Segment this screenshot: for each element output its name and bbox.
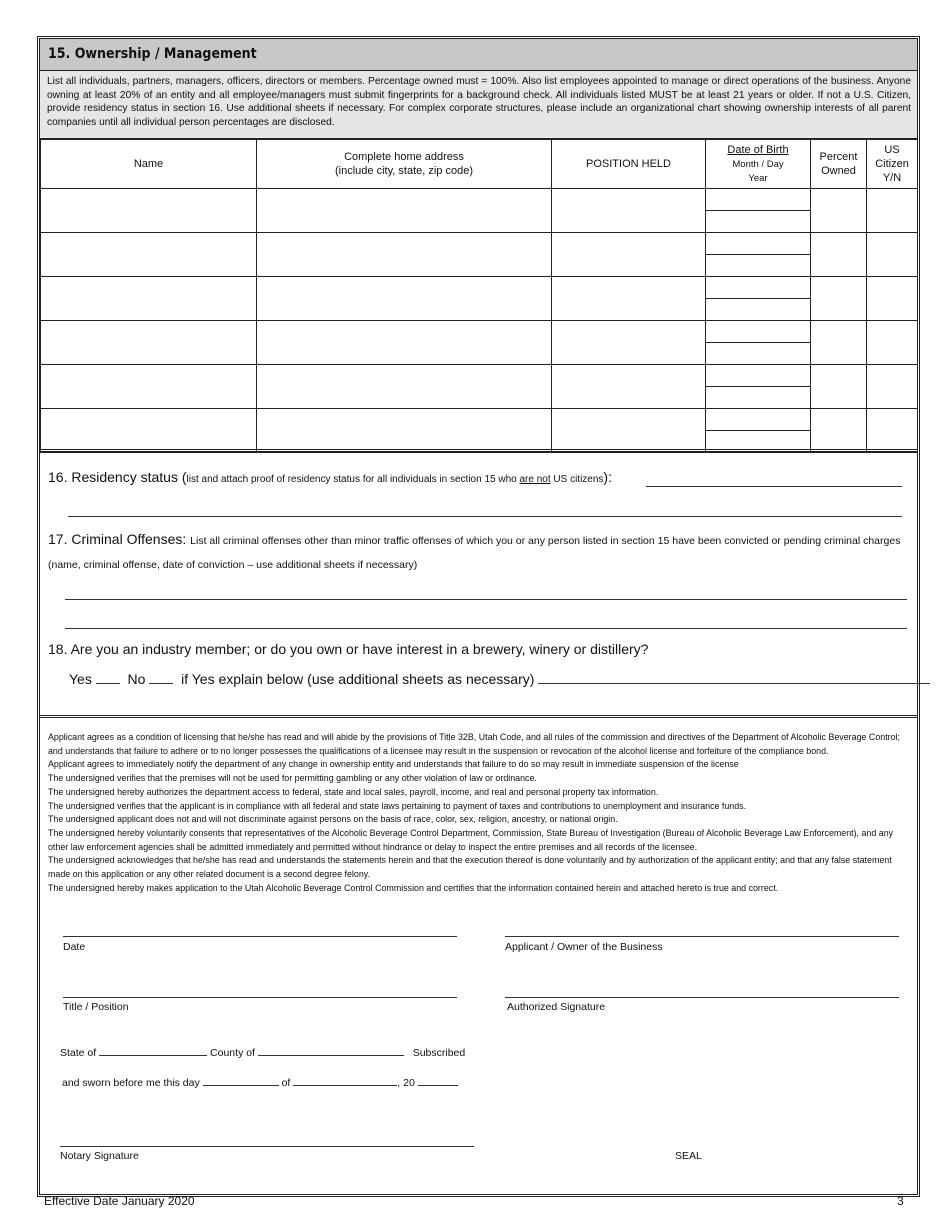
position-input[interactable] <box>552 189 706 233</box>
dob-input[interactable] <box>706 233 811 277</box>
criminal-offenses-input-line-1[interactable] <box>65 599 907 600</box>
day-input[interactable] <box>203 1084 279 1086</box>
ownership-table-header <box>41 140 918 189</box>
agreement-paragraph: The undersigned hereby authorizes the department access to federal, state and local sales, payroll, income, and real and personal property tax information. <box>48 786 659 797</box>
address-input[interactable] <box>257 233 552 277</box>
effective-date: Effective Date January 2020 <box>44 1194 195 1208</box>
agreement-paragraph: The undersigned verifies that the applicant is in compliance with all federal and state laws pertaining to payment of taxes and contributions to unemployment and insurance funds. <box>48 800 747 811</box>
citizen-input[interactable] <box>867 365 918 409</box>
state-input[interactable] <box>99 1054 207 1056</box>
agreement-paragraph: The undersigned acknowledges that he/she has read and understands the statements herein and that the execution thereof is done voluntarily and by authorization of the applicant entity; and that any false statement made on this application or any other related document is a second degree felony. <box>48 855 892 880</box>
agreement-paragraph: The undersigned hereby voluntarily consents that representatives of the Alcoholic Beverage Control Department, Commission, State Bureau of Investigation (Bureau of Alcoholic Beverage Law Enforcement), and any other law enforcement agencies shall be admitted immediately and permitted without hindrance or delay to inspect the entire premises and all records of the licensee. <box>48 827 894 852</box>
yes-answer-input[interactable] <box>96 682 120 684</box>
seal-label: SEAL <box>675 1150 702 1162</box>
section-17-text: 17. Criminal Offenses: List all criminal offenses other than minor traffic offenses of which you or any person listed in section 15 have been convicted or pending criminal charges <box>48 531 901 547</box>
dob-input[interactable] <box>706 321 811 365</box>
no-answer-input[interactable] <box>149 682 173 684</box>
dob-input[interactable] <box>706 409 811 453</box>
date-label: Date <box>63 941 86 953</box>
notary-sworn-line: and sworn before me this day of , 20 <box>62 1077 458 1089</box>
section-16-text: 16. Residency status (list and attach proof of residency status for all individuals in section 15 who are not US citizens): <box>48 469 612 485</box>
table-row <box>41 189 918 233</box>
section-15-instructions: List all individuals, partners, managers, officers, directors or members. Percentage owned must = 100%. Also list employees appointed to manage or direct operations of the business. Anyone owning at least 20% of an entity and all employee/managers must submit fingerprints for a background check. All individuals listed MUST be at least 21 years or older. If not a U.S. Citizen, provide residency status in section 16. Use additional sheets if necessary. For complex corporate structures, please include an organizational chart showing ownership interests of all parent companies until all individual person percentages are disclosed. <box>40 71 917 139</box>
notary-signature-label: Notary Signature <box>60 1150 139 1162</box>
position-input[interactable] <box>552 233 706 277</box>
criminal-offenses-input-line-2[interactable] <box>65 628 907 629</box>
citizen-input[interactable] <box>867 409 918 453</box>
dob-input[interactable] <box>706 189 811 233</box>
name-input[interactable] <box>41 189 257 233</box>
month-input[interactable] <box>293 1084 397 1086</box>
name-input[interactable] <box>41 277 257 321</box>
citizen-input[interactable] <box>867 321 918 365</box>
percent-input[interactable] <box>811 277 867 321</box>
col-dob: Date of Birth Month / Day Year <box>706 140 811 189</box>
notary-signature-input[interactable] <box>60 1146 474 1147</box>
residency-status-input[interactable] <box>646 486 902 487</box>
table-row <box>41 409 918 453</box>
col-name: Name <box>41 140 257 189</box>
title-position-label: Title / Position <box>63 1001 129 1013</box>
section-18-question: 18. Are you an industry member; or do you own or have interest in a brewery, winery or distillery? <box>48 641 649 657</box>
citizen-input[interactable] <box>867 277 918 321</box>
table-row <box>41 365 918 409</box>
ownership-table <box>40 139 918 453</box>
col-address: Complete home address (include city, state, zip code) <box>257 140 552 189</box>
title-position-input[interactable] <box>63 997 457 998</box>
section-15-title: 15. Ownership / Management <box>48 46 257 62</box>
date-input[interactable] <box>63 936 457 937</box>
agreement-statements <box>48 731 912 895</box>
section-17-subtext: (name, criminal offense, date of conviction – use additional sheets if necessary) <box>48 559 418 571</box>
citizen-input[interactable] <box>867 189 918 233</box>
section-divider <box>40 715 917 718</box>
name-input[interactable] <box>41 321 257 365</box>
applicant-signature-input[interactable] <box>505 936 899 937</box>
section-18-answer: Yes No if Yes explain below (use additional sheets as necessary) <box>69 671 930 687</box>
authorized-signature-input[interactable] <box>505 997 899 998</box>
citizen-input[interactable] <box>867 233 918 277</box>
address-input[interactable] <box>257 277 552 321</box>
section-divider <box>40 449 917 452</box>
section-15-header <box>40 39 917 71</box>
col-percent: Percent Owned <box>811 140 867 189</box>
position-input[interactable] <box>552 409 706 453</box>
notary-state-county-line: State of County of Subscribed <box>60 1047 466 1059</box>
address-input[interactable] <box>257 409 552 453</box>
agreement-paragraph: The undersigned applicant does not and will not discriminate against persons on the basis of race, color, sex, religion, ancestry, or national origin. <box>48 814 618 825</box>
county-input[interactable] <box>258 1054 404 1056</box>
name-input[interactable] <box>41 233 257 277</box>
agreement-paragraph: Applicant agrees as a condition of licensing that he/she has read and will abide by the provisions of Title 32B, Utah Code, and all rules of the commission and directives of the Department of Alcoholic Beverage Control; and understands that failure to adhere or to no longer possesses the qualifications of a licensee may result in the suspension or revocation of the alcohol license and forfeiture of the compliance bond. <box>48 732 900 756</box>
form-page <box>37 36 920 1197</box>
agreement-paragraph: The undersigned hereby makes application to the Utah Alcoholic Beverage Control Commission and certifies that the information contained herein and attached hereto is true and correct. <box>48 882 779 893</box>
residency-status-input-line-2[interactable] <box>68 516 902 517</box>
position-input[interactable] <box>552 321 706 365</box>
table-row <box>41 321 918 365</box>
percent-input[interactable] <box>811 365 867 409</box>
name-input[interactable] <box>41 409 257 453</box>
agreement-paragraph: Applicant agrees to immediately notify the department of any change in ownership entity and understands that failure to do so may result in immediate suspension of the license <box>48 759 739 770</box>
agreement-paragraph: The undersigned verifies that the premises will not be used for permitting gambling or any other violation of law or ordinance. <box>48 773 537 784</box>
percent-input[interactable] <box>811 409 867 453</box>
table-row <box>41 277 918 321</box>
dob-input[interactable] <box>706 365 811 409</box>
percent-input[interactable] <box>811 321 867 365</box>
col-citizen: US Citizen Y/N <box>867 140 918 189</box>
address-input[interactable] <box>257 365 552 409</box>
name-input[interactable] <box>41 365 257 409</box>
position-input[interactable] <box>552 277 706 321</box>
table-row <box>41 233 918 277</box>
applicant-label: Applicant / Owner of the Business <box>505 941 663 953</box>
industry-explanation-input[interactable] <box>538 682 930 684</box>
position-input[interactable] <box>552 365 706 409</box>
authorized-signature-label: Authorized Signature <box>507 1001 606 1013</box>
percent-input[interactable] <box>811 189 867 233</box>
page-number: 3 <box>897 1194 904 1208</box>
col-position: POSITION HELD <box>552 140 706 189</box>
year-input[interactable] <box>418 1084 458 1086</box>
percent-input[interactable] <box>811 233 867 277</box>
address-input[interactable] <box>257 321 552 365</box>
address-input[interactable] <box>257 189 552 233</box>
dob-input[interactable] <box>706 277 811 321</box>
